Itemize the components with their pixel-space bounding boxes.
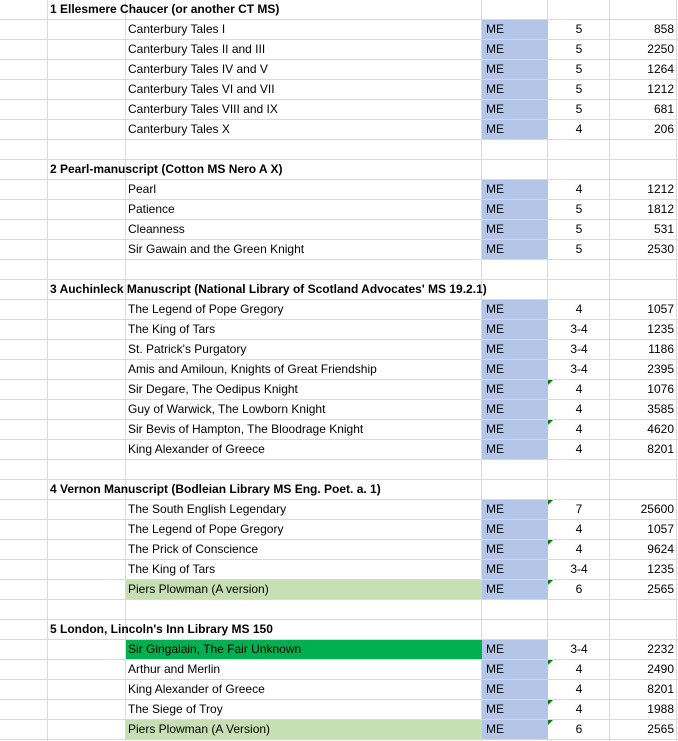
line-count-cell[interactable]: 9624 xyxy=(647,542,674,556)
work-title-cell[interactable]: The King of Tars xyxy=(128,322,216,336)
line-count-cell[interactable]: 3585 xyxy=(647,402,674,416)
line-count-cell[interactable]: 1186 xyxy=(648,342,674,356)
line-count-cell[interactable]: 1264 xyxy=(647,62,674,76)
rating-cell[interactable]: 7 xyxy=(575,502,583,516)
line-count-cell[interactable]: 1812 xyxy=(647,202,674,216)
language-cell[interactable]: ME xyxy=(482,20,548,39)
table-row xyxy=(0,180,678,200)
line-count-cell[interactable]: 25600 xyxy=(640,502,674,516)
line-count-cell[interactable]: 2232 xyxy=(647,642,674,656)
rating-cell[interactable]: 4 xyxy=(575,702,583,716)
rating-cell[interactable]: 4 xyxy=(575,382,583,396)
comment-indicator-icon[interactable] xyxy=(548,380,553,385)
language-cell[interactable]: ME xyxy=(482,720,548,739)
language-cell[interactable]: ME xyxy=(482,700,548,719)
table-row xyxy=(0,520,678,540)
line-count-cell[interactable]: 531 xyxy=(653,222,674,236)
language-cell[interactable]: ME xyxy=(482,360,548,379)
comment-indicator-icon[interactable] xyxy=(548,500,553,505)
table-row xyxy=(0,360,678,380)
work-title-cell[interactable]: Sir Bevis of Hampton, The Bloodrage Knight xyxy=(128,422,364,436)
line-count-cell[interactable]: 4620 xyxy=(647,422,674,436)
line-count-cell[interactable]: 2565 xyxy=(647,582,674,596)
language-cell[interactable]: ME xyxy=(482,540,548,559)
empty-row xyxy=(0,460,678,480)
rating-cell[interactable]: 3-4 xyxy=(570,562,588,576)
table-row xyxy=(0,500,678,520)
language-cell[interactable]: ME xyxy=(482,520,548,539)
language-cell[interactable]: ME xyxy=(482,500,548,519)
table-row xyxy=(0,40,678,60)
table-row xyxy=(0,420,678,440)
line-count-cell[interactable]: 206 xyxy=(653,122,674,136)
table-row xyxy=(0,240,678,260)
work-title-cell[interactable]: The Siege of Troy xyxy=(128,702,223,716)
line-count-cell[interactable]: 8201 xyxy=(647,442,674,456)
work-title-cell[interactable]: Canterbury Tales IV and V xyxy=(128,62,268,76)
language-cell[interactable]: ME xyxy=(482,560,548,579)
work-title-cell[interactable]: The Legend of Pope Gregory xyxy=(128,522,284,536)
work-title-cell[interactable]: Sir Gawain and the Green Knight xyxy=(128,242,305,256)
table-row xyxy=(0,20,678,40)
empty-row xyxy=(0,260,678,280)
language-cell[interactable]: ME xyxy=(482,640,548,659)
table-row xyxy=(0,340,678,360)
language-cell[interactable]: ME xyxy=(482,100,548,119)
work-title-cell[interactable]: The Legend of Pope Gregory xyxy=(128,302,284,316)
section-header[interactable]: 3 Auchinleck Manuscript (National Library of Scotland Advocates' MS 19.2.1) xyxy=(50,282,487,296)
line-count-cell[interactable]: 2395 xyxy=(647,362,674,376)
section-header-row xyxy=(0,480,678,500)
work-title-cell[interactable]: Piers Plowman (A version) xyxy=(126,580,482,599)
language-cell[interactable]: ME xyxy=(482,580,548,599)
rating-cell[interactable]: 5 xyxy=(575,102,583,116)
empty-row xyxy=(0,600,678,620)
table-row xyxy=(0,400,678,420)
language-cell[interactable]: ME xyxy=(482,380,548,399)
language-cell[interactable]: ME xyxy=(482,240,548,259)
rating-cell[interactable]: 3-4 xyxy=(570,642,588,656)
section-header[interactable]: 5 London, Lincoln's Inn Library MS 150 xyxy=(50,622,273,636)
rating-cell[interactable]: 4 xyxy=(575,522,583,536)
rating-cell[interactable]: 5 xyxy=(575,82,583,96)
line-count-cell[interactable]: 8201 xyxy=(647,682,674,696)
table-row xyxy=(0,720,678,740)
work-title-cell[interactable]: Arthur and Merlin xyxy=(128,662,221,676)
comment-indicator-icon[interactable] xyxy=(548,720,553,725)
language-cell[interactable]: ME xyxy=(482,400,548,419)
table-row xyxy=(0,640,678,660)
work-title-cell[interactable]: King Alexander of Greece xyxy=(128,442,265,456)
language-cell[interactable]: ME xyxy=(482,80,548,99)
rating-cell[interactable]: 5 xyxy=(575,202,583,216)
rating-cell[interactable]: 4 xyxy=(575,422,583,436)
work-title-cell[interactable]: Canterbury Tales X xyxy=(128,122,230,136)
table-row xyxy=(0,200,678,220)
table-row xyxy=(0,80,678,100)
work-title-cell[interactable]: Amis and Amiloun, Knights of Great Friendship xyxy=(128,362,377,376)
work-title-cell[interactable]: Canterbury Tales VIII and IX xyxy=(128,102,278,116)
rating-cell[interactable]: 4 xyxy=(575,682,583,696)
rating-cell[interactable]: 3-4 xyxy=(570,362,588,376)
comment-indicator-icon[interactable] xyxy=(548,700,553,705)
table-row xyxy=(0,440,678,460)
language-cell[interactable]: ME xyxy=(482,60,548,79)
rating-cell[interactable]: 5 xyxy=(575,62,583,76)
rating-cell[interactable]: 4 xyxy=(575,302,583,316)
table-row xyxy=(0,700,678,720)
language-cell[interactable]: ME xyxy=(482,200,548,219)
comment-indicator-icon[interactable] xyxy=(548,660,553,665)
work-title-cell[interactable]: St. Patrick's Purgatory xyxy=(128,342,247,356)
table-row xyxy=(0,660,678,680)
work-title-cell[interactable]: Guy of Warwick, The Lowborn Knight xyxy=(128,402,326,416)
rating-cell[interactable]: 4 xyxy=(575,122,583,136)
rating-cell[interactable]: 4 xyxy=(575,402,583,416)
line-count-cell[interactable]: 1988 xyxy=(647,702,674,716)
empty-row xyxy=(0,140,678,160)
table-row xyxy=(0,380,678,400)
work-title-cell[interactable]: Cleanness xyxy=(128,222,185,236)
table-row xyxy=(0,100,678,120)
work-title-cell[interactable]: Canterbury Tales II and III xyxy=(128,42,266,56)
line-count-cell[interactable]: 1076 xyxy=(647,382,674,396)
section-header-row xyxy=(0,0,678,20)
line-count-cell[interactable]: 2250 xyxy=(647,42,674,56)
work-title-cell[interactable]: Patience xyxy=(128,202,175,216)
table-row xyxy=(0,560,678,580)
language-cell[interactable]: ME xyxy=(482,40,548,59)
work-title-cell[interactable]: Sir Degare, The Oedipus Knight xyxy=(128,382,298,396)
line-count-cell[interactable]: 858 xyxy=(653,22,674,36)
rating-cell[interactable]: 5 xyxy=(575,22,583,36)
table-row xyxy=(0,60,678,80)
language-cell[interactable]: ME xyxy=(482,180,548,199)
language-cell[interactable]: ME xyxy=(482,660,548,679)
work-title-cell[interactable]: Sir Gingalain, The Fair Unknown xyxy=(126,640,482,659)
work-title-cell[interactable]: Canterbury Tales VI and VII xyxy=(128,82,275,96)
rating-cell[interactable]: 4 xyxy=(575,542,583,556)
table-row xyxy=(0,320,678,340)
table-row xyxy=(0,540,678,560)
line-count-cell[interactable]: 2530 xyxy=(647,242,674,256)
rating-cell[interactable]: 4 xyxy=(575,182,583,196)
line-count-cell[interactable]: 1057 xyxy=(647,522,674,536)
rating-cell[interactable]: 5 xyxy=(575,222,583,236)
section-header-row xyxy=(0,280,678,300)
language-cell[interactable]: ME xyxy=(482,320,548,339)
section-header-row xyxy=(0,160,678,180)
table-row xyxy=(0,120,678,140)
language-cell[interactable]: ME xyxy=(482,220,548,239)
rating-cell[interactable]: 3-4 xyxy=(570,322,588,336)
line-count-cell[interactable]: 1212 xyxy=(647,82,674,96)
table-row xyxy=(0,220,678,240)
line-count-cell[interactable]: 2565 xyxy=(647,722,674,736)
language-cell[interactable]: ME xyxy=(482,680,548,699)
rating-cell[interactable]: 5 xyxy=(575,242,583,256)
language-cell[interactable]: ME xyxy=(482,440,548,459)
work-title-cell[interactable]: The South English Legendary xyxy=(128,502,287,516)
work-title-cell[interactable]: The Prick of Conscience xyxy=(128,542,259,556)
line-count-cell[interactable]: 1212 xyxy=(647,182,674,196)
comment-indicator-icon[interactable] xyxy=(548,540,553,545)
work-title-cell[interactable]: King Alexander of Greece xyxy=(128,682,265,696)
rating-cell[interactable]: 6 xyxy=(575,582,583,596)
line-count-cell[interactable]: 2490 xyxy=(647,662,674,676)
section-header-row xyxy=(0,620,678,640)
rating-cell[interactable]: 5 xyxy=(575,42,583,56)
section-header[interactable]: 2 Pearl-manuscript (Cotton MS Nero A X) xyxy=(50,162,283,176)
line-count-cell[interactable]: 1235 xyxy=(647,322,674,336)
comment-indicator-icon[interactable] xyxy=(548,420,553,425)
comment-indicator-icon[interactable] xyxy=(548,580,553,585)
work-title-cell[interactable]: Pearl xyxy=(128,182,157,196)
table-row xyxy=(0,680,678,700)
rating-cell[interactable]: 6 xyxy=(575,722,583,736)
section-header[interactable]: 4 Vernon Manuscript (Bodleian Library MS Eng. Poet. a. 1) xyxy=(50,482,381,496)
work-title-cell[interactable]: Piers Plowman (A Version) xyxy=(126,720,482,739)
work-title-cell[interactable]: The King of Tars xyxy=(128,562,216,576)
line-count-cell[interactable]: 1235 xyxy=(647,562,674,576)
line-count-cell[interactable]: 681 xyxy=(653,102,674,116)
work-title-cell[interactable]: Canterbury Tales I xyxy=(128,22,226,36)
table-row xyxy=(0,580,678,600)
language-cell[interactable]: ME xyxy=(482,120,548,139)
rating-cell[interactable]: 4 xyxy=(575,442,583,456)
rating-cell[interactable]: 4 xyxy=(575,662,583,676)
language-cell[interactable]: ME xyxy=(482,340,548,359)
section-header[interactable]: 1 Ellesmere Chaucer (or another CT MS) xyxy=(50,2,280,16)
table-row xyxy=(0,300,678,320)
rating-cell[interactable]: 3-4 xyxy=(570,342,588,356)
line-count-cell[interactable]: 1057 xyxy=(647,302,674,316)
language-cell[interactable]: ME xyxy=(482,300,548,319)
language-cell[interactable]: ME xyxy=(482,420,548,439)
